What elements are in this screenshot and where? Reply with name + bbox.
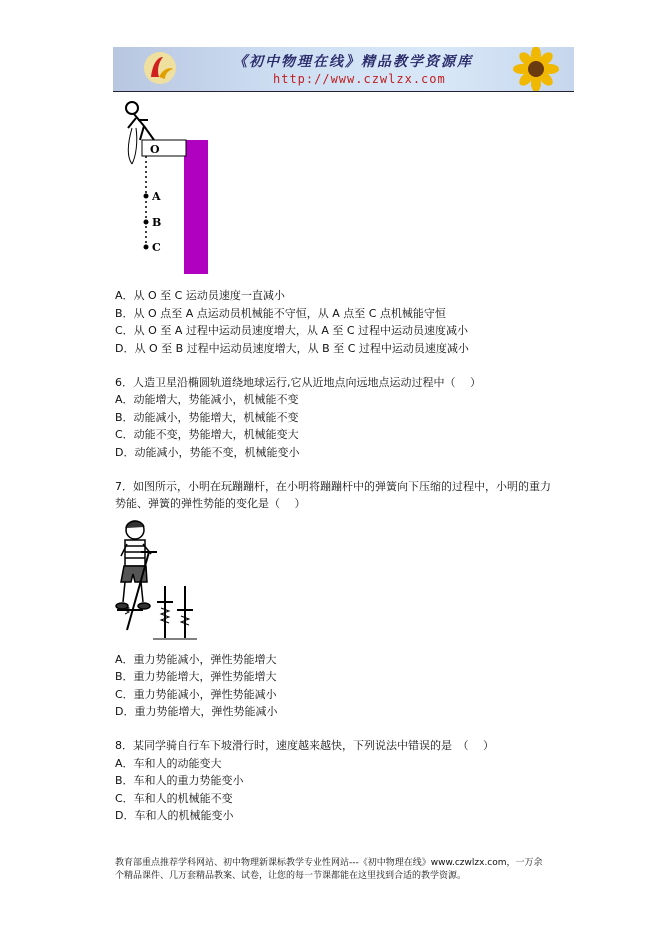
q8-option-b: B．车和人的重力势能变小 [115,774,244,787]
label-b: B [152,216,162,229]
q6-option-d: D．动能减小，势能不变，机械能变小 [115,446,300,459]
footer-line-2: 个精品课件、几万套精品教案、试卷，让您的每一节课都能在这里找到合适的教学资源。 [115,871,467,881]
banner-url: http://www.czwlzx.com [273,72,446,86]
q6-stem: 6．人造卫星沿椭圆轨道绕地球运行,它从近地点向远地点运动过程中（ ） [115,376,481,389]
q8-option-a: A．车和人的动能变大 [115,757,222,770]
footer-line-1: 教育部重点推荐学科网站、初中物理新课标教学专业性网站---《初中物理在线》www.czwlzx.com，一万余 [115,858,543,868]
q6-option-c: C．动能不变，势能增大，机械能变大 [115,428,299,441]
q7-stem-line2: 势能、弹簧的弹性势能的变化是（ ） [115,497,306,510]
point-a-dot [144,194,149,199]
q6-option-b: B．动能减小，势能增大，机械能不变 [115,411,299,424]
q8-stem: 8．某同学骑自行车下坡滑行时，速度越来越快，下列说法中错误的是 （ ） [115,739,494,752]
q7-option-b: B．重力势能增大，弹性势能增大 [115,670,277,683]
q5-option-b: B．从 O 点至 A 点运动员机械能不守恒，从 A 点至 C 点机械能守恒 [115,307,446,320]
sunflower-icon [506,47,566,91]
label-a: A [152,190,161,203]
label-c: C [152,241,161,254]
pogo-stick-figure [113,518,203,642]
q5-option-c: C．从 O 至 A 过程中运动员速度增大，从 A 至 C 过程中运动员速度减小 [115,324,469,337]
q7-option-d: D．重力势能增大，弹性势能减小 [115,705,278,718]
point-c-dot [144,245,149,250]
header-banner [113,47,574,92]
site-logo-icon [143,51,177,85]
q5-option-a: A．从 O 至 C 运动员速度一直减小 [115,289,285,302]
q7-option-a: A．重力势能减小，弹性势能增大 [115,653,277,666]
q7-stem-line1: 7．如图所示，小明在玩蹦蹦杆，在小明将蹦蹦杆中的弹簧向下压缩的过程中，小明的重力 [115,480,551,493]
label-o: O [150,143,160,156]
q7-option-c: C．重力势能减小，弹性势能减小 [115,688,277,701]
bungee-figure [118,98,218,278]
platform [142,140,186,156]
banner-title: 《初中物理在线》精品教学资源库 [233,54,473,70]
q5-option-d: D．从 O 至 B 过程中运动员速度增大，从 B 至 C 过程中运动员速度减小 [115,342,469,355]
q8-option-c: C．车和人的机械能不变 [115,792,233,805]
pole [184,140,208,274]
point-b-dot [144,220,149,225]
q6-option-a: A．动能增大，势能减小，机械能不变 [115,393,299,406]
q8-option-d: D．车和人的机械能变小 [115,809,234,822]
